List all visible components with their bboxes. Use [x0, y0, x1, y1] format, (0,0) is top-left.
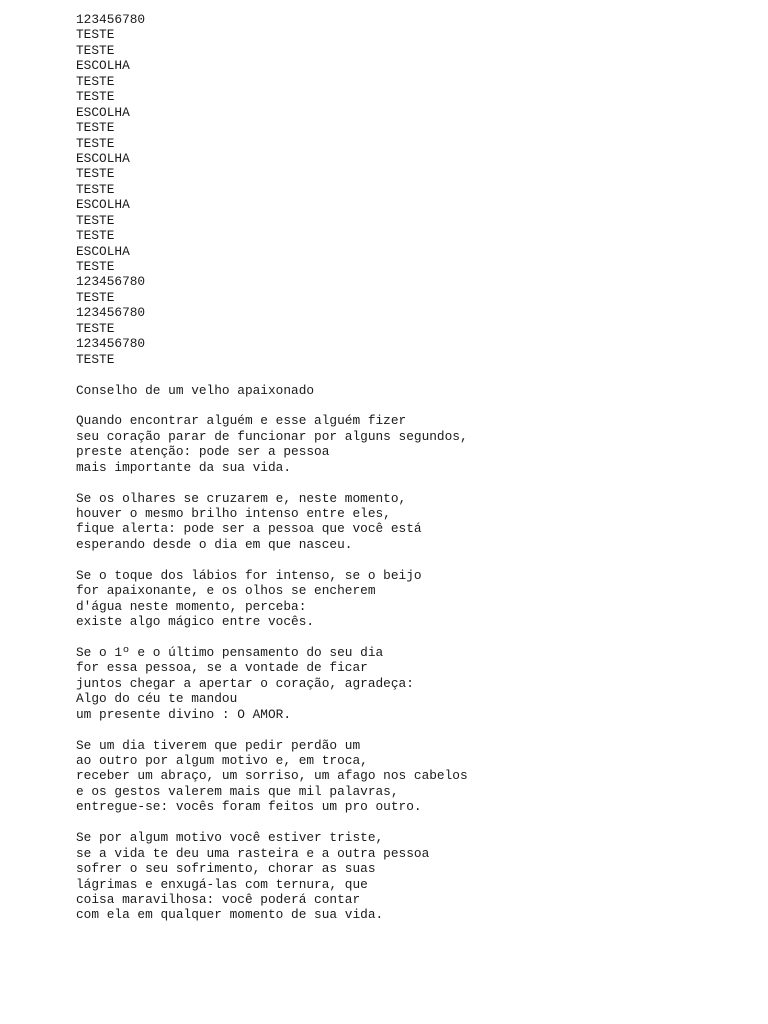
poem-line: coisa maravilhosa: você poderá contar	[76, 891, 361, 907]
header-line: TESTE	[76, 89, 115, 105]
header-line: TESTE	[76, 259, 115, 274]
poem-line: sofrer o seu sofrimento, chorar as suas	[76, 861, 376, 877]
blank-line	[76, 815, 756, 830]
header-line: 123456780	[76, 305, 146, 321]
header-line: 123456780	[76, 12, 146, 27]
header-line: TESTE	[76, 42, 115, 58]
poem-line: d'água neste momento, perceba:	[76, 598, 307, 614]
header-line: TESTE	[76, 166, 115, 182]
stanza-4	[76, 645, 756, 722]
poem-line: mais importante da sua vida.	[76, 459, 292, 475]
poem-line: ao outro por algum motivo e, em troca,	[76, 753, 368, 768]
poem-line: for essa pessoa, se a vontade de ficar	[76, 660, 368, 676]
poem-line: Algo do céu te mandou	[76, 691, 238, 707]
header-line: TESTE	[76, 181, 115, 197]
poem-line: lágrimas e enxugá-las com ternura, que	[76, 876, 368, 892]
poem-line: juntos chegar a apertar o coração, agradeça:	[76, 675, 414, 691]
poem-line: preste atenção: pode ser a pessoa	[76, 444, 330, 460]
stanza-5	[76, 738, 756, 815]
header-line: TESTE	[76, 320, 115, 336]
poem-line: for apaixonante, e os olhos se encherem	[76, 583, 376, 599]
poem-title: Conselho de um velho apaixonado	[76, 382, 315, 398]
poem-line: entregue-se: vocês foram feitos um pro outro.	[76, 799, 422, 815]
header-line: ESCOLHA	[76, 243, 130, 259]
poem-line: Se o toque dos lábios for intenso, se o beijo	[76, 567, 422, 583]
stanza-2	[76, 491, 756, 553]
header-line: TESTE	[76, 27, 115, 43]
blank-line	[76, 552, 756, 567]
poem-line: houver o mesmo brilho intenso entre eles,	[76, 506, 391, 521]
header-lines	[76, 12, 756, 367]
poem-line: Se o 1º e o último pensamento do seu dia	[76, 644, 384, 660]
poem-line: receber um abraço, um sorriso, um afago nos cabelos	[76, 768, 468, 784]
header-line: ESCOLHA	[76, 58, 130, 74]
header-line: TESTE	[76, 289, 115, 305]
poem-line: Quando encontrar alguém e esse alguém fizer	[76, 413, 407, 429]
poem-line: Se por algum motivo você estiver triste,	[76, 830, 384, 846]
header-line: TESTE	[76, 228, 115, 244]
header-line: TESTE	[76, 351, 115, 367]
poem-line: Se os olhares se cruzarem e, neste momento,	[76, 490, 407, 506]
header-line: TESTE	[76, 73, 115, 89]
blank-line	[76, 475, 756, 490]
poem-line: fique alerta: pode ser a pessoa que você está	[76, 521, 422, 537]
poem-line: um presente divino : O AMOR.	[76, 706, 292, 722]
poem-line: com ela em qualquer momento de sua vida.	[76, 907, 384, 923]
poem-line: esperando desde o dia em que nasceu.	[76, 536, 353, 552]
poem-line: Se um dia tiverem que pedir perdão um	[76, 737, 361, 753]
header-line: 123456780	[76, 336, 146, 352]
header-line: TESTE	[76, 120, 115, 136]
stanza-3	[76, 568, 756, 630]
poem-line: existe algo mágico entre vocês.	[76, 614, 315, 630]
poem-line: seu coração parar de funcionar por alguns segundos,	[76, 428, 468, 444]
header-line: ESCOLHA	[76, 150, 130, 166]
header-line: TESTE	[76, 212, 115, 228]
header-line: ESCOLHA	[76, 197, 130, 213]
document-page	[76, 12, 756, 923]
stanza-6	[76, 830, 756, 923]
poem-line: se a vida te deu uma rasteira e a outra pessoa	[76, 845, 430, 861]
header-line: 123456780	[76, 274, 146, 290]
blank-line	[76, 398, 756, 413]
blank-line	[76, 630, 756, 645]
blank-line	[76, 367, 756, 382]
blank-line	[76, 722, 756, 737]
poem-line: e os gestos valerem mais que mil palavras,	[76, 783, 399, 799]
header-line: ESCOLHA	[76, 104, 130, 120]
stanza-1	[76, 413, 756, 475]
header-line: TESTE	[76, 135, 115, 151]
